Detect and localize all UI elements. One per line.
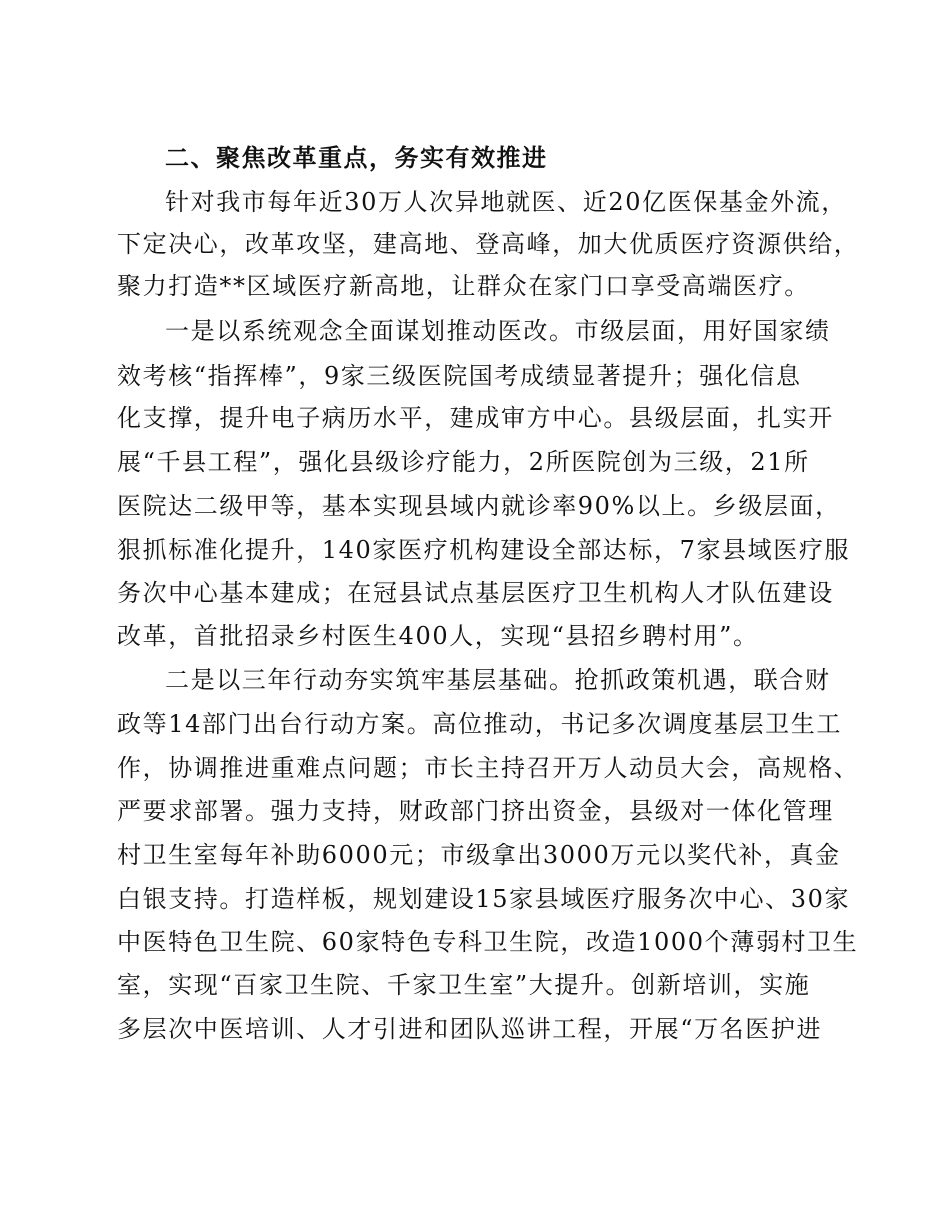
- paragraph-3-line-5: 村卫生室每年补助6000元；市级拿出3000万元以奖代补，真金: [117, 841, 841, 869]
- paragraph-1-line-3: 聚力打造**区域医疗新高地，让群众在家门口享受高端医疗。: [117, 272, 810, 300]
- paragraph-3-line-2: 政等14部门出台行动方案。高位推动，书记多次调度基层卫生工: [117, 710, 842, 738]
- paragraph-3-line-1: 二是以三年行动夯实筑牢基层基础。抢抓政策机遇，联合财: [165, 666, 831, 694]
- paragraph-3-line-8: 室，实现“百家卫生院、千家卫生室”大提升。创新培训，实施: [117, 971, 811, 999]
- section-heading: 二、聚焦改革重点，务实有效推进: [165, 144, 548, 172]
- paragraph-3-line-4: 严要求部署。强力支持，财政部门挤出资金，县级对一体化管理: [117, 797, 834, 825]
- paragraph-2-line-5: 医院达二级甲等，基本实现县域内就诊率90%以上。乡级层面，: [117, 492, 841, 520]
- paragraph-3-line-3: 作，协调推进重难点问题；市长主持召开万人动员大会，高规格、: [117, 754, 860, 782]
- paragraph-2-line-7: 务次中心基本建成；在冠县试点基层医疗卫生机构人才队伍建设: [117, 579, 834, 607]
- paragraph-2-line-1: 一是以系统观念全面谋划推动医改。市级层面，用好国家绩: [165, 317, 831, 345]
- paragraph-2-line-6: 狠抓标准化提升，140家医疗机构建设全部达标，7家县域医疗服: [117, 536, 851, 564]
- paragraph-1-line-1: 针对我市每年近30万人次异地就医、近20亿医保基金外流，: [165, 188, 847, 216]
- paragraph-3-line-9: 多层次中医培训、人才引进和团队巡讲工程，开展“万名医护进: [117, 1015, 823, 1043]
- paragraph-2-line-3: 化支撑，提升电子病历水平，建成审方中心。县级层面，扎实开: [117, 404, 834, 432]
- paragraph-2-line-8: 改革，首批招录乡村医生400人，实现“县招乡聘村用”。: [117, 622, 759, 650]
- paragraph-1-line-2: 下定决心，改革攻坚，建高地、登高峰，加大优质医疗资源供给，: [117, 230, 860, 258]
- paragraph-2-line-4: 展“千县工程”，强化县级诊疗能力，2所医院创为三级，21所: [117, 448, 810, 476]
- paragraph-3-line-6: 白银支持。打造样板，规划建设15家县域医疗服务次中心、30家: [117, 885, 851, 913]
- paragraph-3-line-7: 中医特色卫生院、60家特色专科卫生院，改造1000个薄弱村卫生: [117, 928, 859, 956]
- paragraph-2-line-2: 效考核“指挥棒”，9家三级医院国考成绩显著提升；强化信息: [117, 362, 802, 390]
